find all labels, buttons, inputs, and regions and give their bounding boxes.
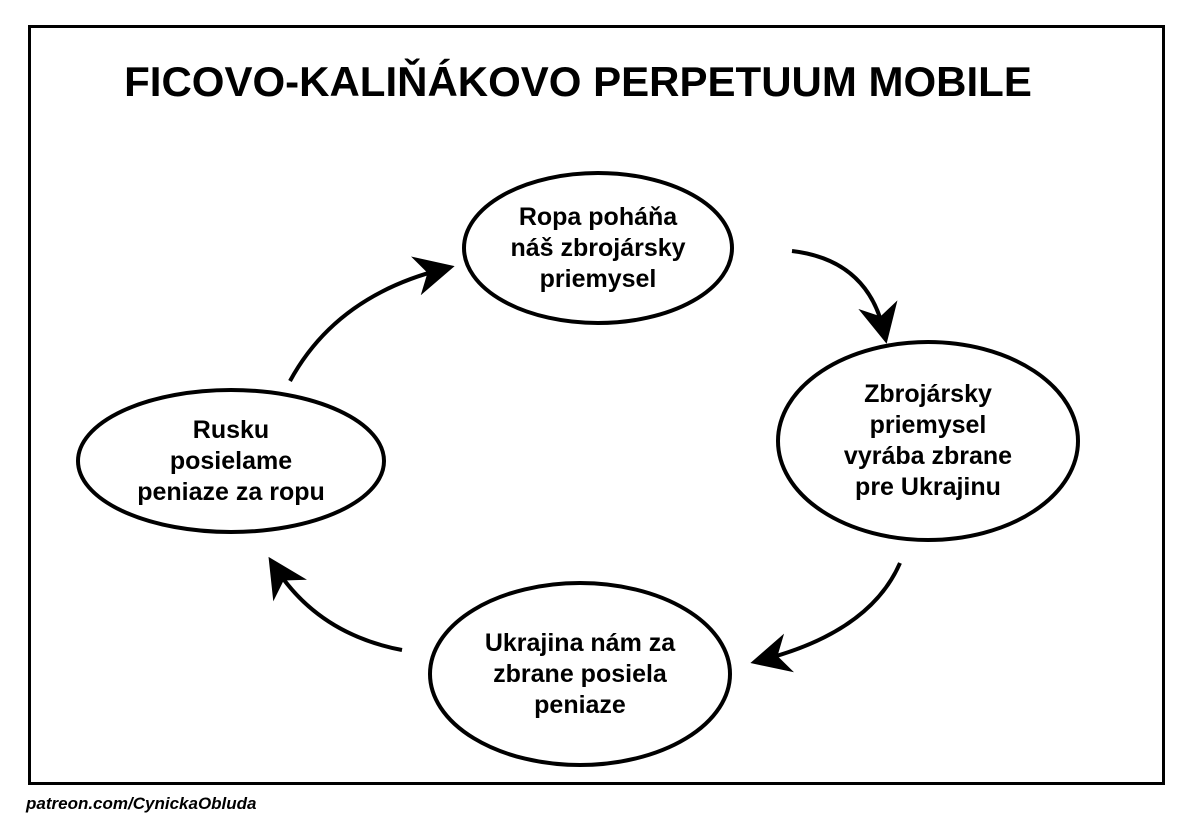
node-text-top: Ropa poháňa náš zbrojársky priemysel	[510, 202, 686, 293]
node-text-left: Rusku posielame peniaze za ropu	[137, 415, 325, 506]
arrow-right-to-bottom	[762, 563, 900, 660]
node-text-bottom: Ukrajina nám za zbrane posiela peniaze	[484, 628, 676, 719]
node-text-right: Zbrojársky priemysel vyrába zbrane pre Ukrajinu	[843, 380, 1013, 501]
arrow-left-to-top	[290, 269, 443, 381]
arrow-bottom-to-left	[275, 567, 402, 650]
diagram-title: FICOVO-KALIŇÁKOVO PERPETUUM MOBILE	[124, 58, 1032, 105]
footer-credit: patreon.com/CynickaObluda	[26, 794, 257, 813]
arrow-top-to-right	[792, 251, 884, 332]
